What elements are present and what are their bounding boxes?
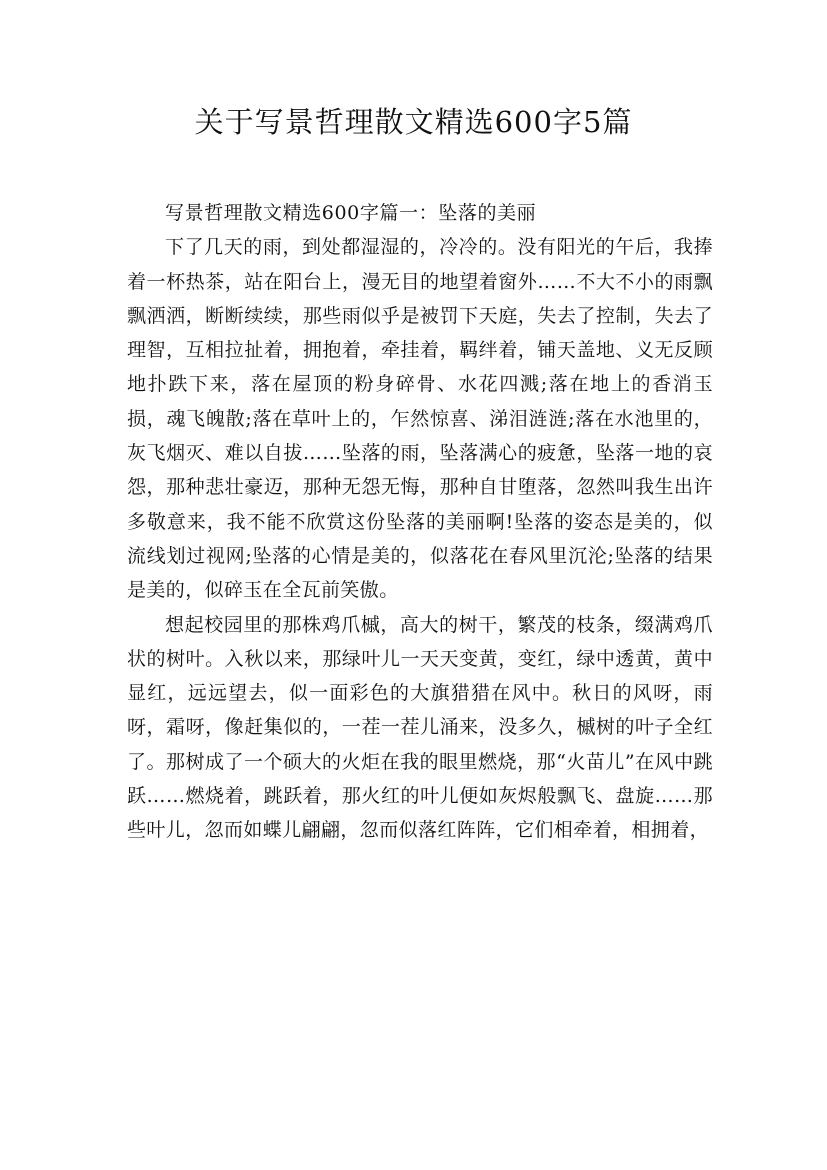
document-title: 关于写景哲理散文精选600字5篇 xyxy=(194,105,633,139)
document-body xyxy=(127,196,713,848)
paragraph-2: 想起校园里的那株鸡爪槭，高大的树干，繁茂的枝条，缀满鸡爪状的树叶。入秋以来，那绿叶儿一天天变黄，变红，绿中透黄，黄中显红，远远望去，似一面彩色的大旗猎猎在风中。秋日的风呀，雨呀，霜呀，像赶集似的，一茬一茬儿涌来，没多久，槭树的叶子全红了。那树成了一个硕大的火炬在我的眼里燃烧，那“火苗儿”在风中跳跃……燃烧着，跳跃着，那火红的叶儿便如灰烬般飘飞、盘旋……那些叶儿，忽而如蝶儿翩翩，忽而似落红阵阵，它们相牵着，相拥着， xyxy=(127,613,713,842)
section-heading: 写景哲理散文精选600字篇一：坠落的美丽 xyxy=(165,202,537,224)
paragraph-1: 下了几天的雨，到处都湿湿的，冷冷的。没有阳光的午后，我捧着一杯热茶，站在阳台上，漫无目的地望着窗外……不大不小的雨飘飘洒洒，断断续续，那些雨似乎是被罚下天庭，失去了控制，失去了理智，互相拉扯着，拥抱着，牵挂着，羁绊着，铺天盖地、义无反顾地扑跌下来，落在屋顶的粉身碎骨、水花四溅;落在地上的香消玉损，魂飞魄散;落在草叶上的，乍然惊喜、涕泪涟涟;落在水池里的，灰飞烟灭、难以自拔……坠落的雨，坠落满心的疲惫，坠落一地的哀怨，那种悲壮豪迈，那种无怨无悔，那种自甘堕落，忽然叫我生出许多敬意来，我不能不欣赏这份坠落的美丽啊!坠落的姿态是美的，似流线划过视网;坠落的心情是美的，似落花在春风里沉沦;坠落的结果是美的，似碎玉在全瓦前笑傲。 xyxy=(127,236,713,602)
